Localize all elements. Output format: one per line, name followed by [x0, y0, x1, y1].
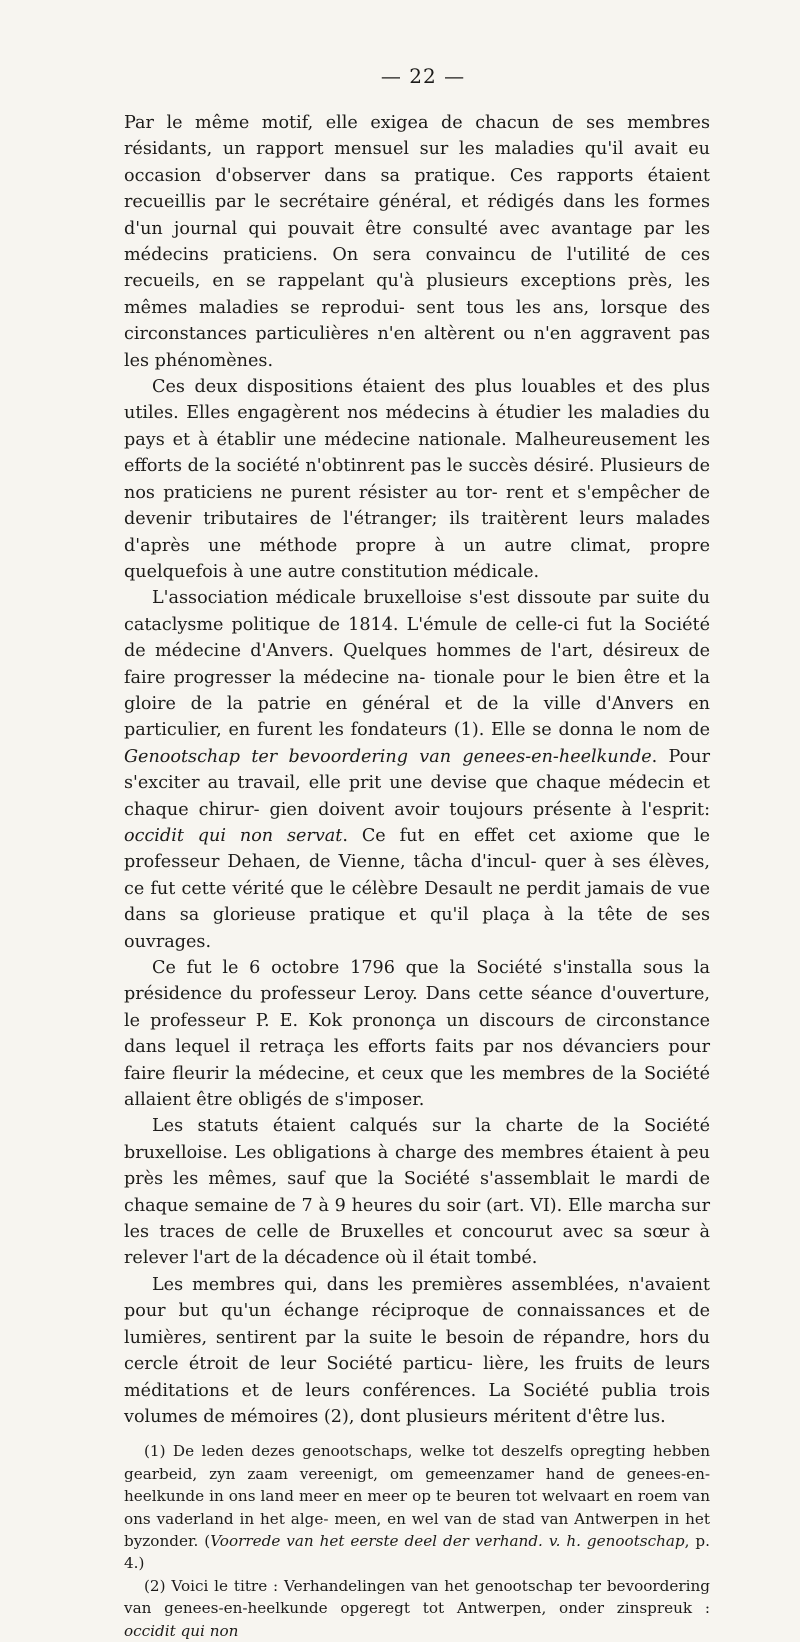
footnote-1: [124, 1440, 710, 1574]
paragraph-5: Les statuts étaient calqués sur la charte de la Société bruxelloise. Les obligations à charge des membres étaient à peu près les mêmes, sauf que la Société s'assemblait le mardi de chaque semaine de 7 à 9 heures du soir (art. VI). Elle marcha sur les traces de celle de Bruxelles et concourut avec sa sœur à relever l'art de la décadence où il était tombé.: [124, 1116, 710, 1269]
footnote-1-end: , p. 4.): [124, 1531, 710, 1573]
paragraph-6: Les membres qui, dans les premières assemblées, n'avaient pour but qu'un échange réciproque de connaissances et de lumières, sentirent par la suite le besoin de répandre, hors du cercle étroit de leur Société particu- lière, les fruits de leurs méditations et de leurs conférences. La Société publia trois volumes de mémoires (2), dont plusieurs méritent d'être lus.: [124, 1274, 710, 1427]
footnote-1-italic: Voorrede van het eerste deel der verhand. v. h. genootschap: [210, 1531, 685, 1550]
paragraph-1: Par le même motif, elle exigea de chacun de ses membres résidants, un rapport mensuel sur les maladies qu'il avait eu occasion d'observer dans sa pratique. Ces rapports étaient recueillis par le secrétaire général, et rédigés dans les formes d'un journal qui pouvait être consulté avec avantage par les médecins praticiens. On sera convaincu de l'utilité de ces recueils, en se rappelant qu'à plusieurs exceptions près, les mêmes maladies se reprodui- sent tous les ans, lorsque des circonstances particulières n'en altèrent ou n'en aggravent pas les phénomènes.: [124, 113, 710, 371]
footnotes: [124, 1440, 710, 1642]
footnote-2-italic: occidit qui non: [124, 1621, 239, 1640]
footnote-2-text: (2) Voici le titre : Verhandelingen van het genootschap ter bevoordering van genees-en-heelkunde opgeregt tot Antwerpen, onder zinspreuk :: [124, 1576, 710, 1618]
paragraph-3: [124, 585, 710, 955]
page-number: — 22 —: [380, 64, 466, 88]
motto-italic: occidit qui non servat: [124, 825, 343, 846]
paragraph-3-text-mid: . Pour s'exciter au travail, elle prit une devise que chaque médecin et chaque chirur- gien doivent avoir toujours présente à l'esprit:: [124, 746, 710, 820]
paragraph-4: Ce fut le 6 octobre 1796 que la Société s'installa sous la présidence du professeur Leroy. Dans cette séance d'ouverture, le professeur P. E. Kok prononça un discours de circonstance dans lequel il retraça les efforts faits par nos dévanciers pour faire fleurir la médecine, et ceux que les membres de la Société allaient être obligés de s'imposer.: [124, 958, 710, 1111]
paragraph-3-text-end: . Ce fut en effet cet axiome que le professeur Dehaen, de Vienne, tâcha d'incul- quer à ses élèves, ce fut cette vérité que le célèbre Desault ne perdit jamais de vue dans sa glorieuse pratique et qu'il plaça à la tête de ses ouvrages.: [124, 825, 710, 952]
footnote-1-text: (1) De leden dezes genootschaps, welke tot deszelfs opregting hebben gearbeid, zyn zaam vereenigt, om gemeenzamer hand de genees-en-heelkunde in ons land meer en meer op te beuren tot welvaart en roem van ons vaderland in het alge- meen, en wel van de stad van Antwerpen in het byzonder. (: [124, 1442, 710, 1550]
footnote-2: [124, 1575, 710, 1642]
paragraph-2: Ces deux dispositions étaient des plus louables et des plus utiles. Elles engagèrent nos médecins à étudier les maladies du pays et à établir une médecine nationale. Malheureusement les efforts de la société n'obtinrent pas le succès désiré. Plusieurs de nos praticiens ne purent résister au tor- rent et s'empêcher de devenir tributaires de l'étranger; ils traitèrent leurs malades d'après une méthode propre à un autre climat, propre quelquefois à une autre constitution médicale.: [124, 377, 710, 582]
main-text: [124, 110, 710, 1430]
paragraph-3-text-start: L'association médicale bruxelloise s'est dissoute par suite du cataclysme politique de 1814. L'émule de celle-ci fut la Société de médecine d'Anvers. Quelques hommes de l'art, désireux de faire progresser la médecine na- tionale pour le bien être et la gloire de la patrie en général et de la ville d'Anvers en particulier, en furent les fondateurs (1). Elle se donna le nom de: [124, 588, 710, 741]
society-name-italic: Genootschap ter bevoordering van genees-en-heelkunde: [124, 746, 652, 767]
